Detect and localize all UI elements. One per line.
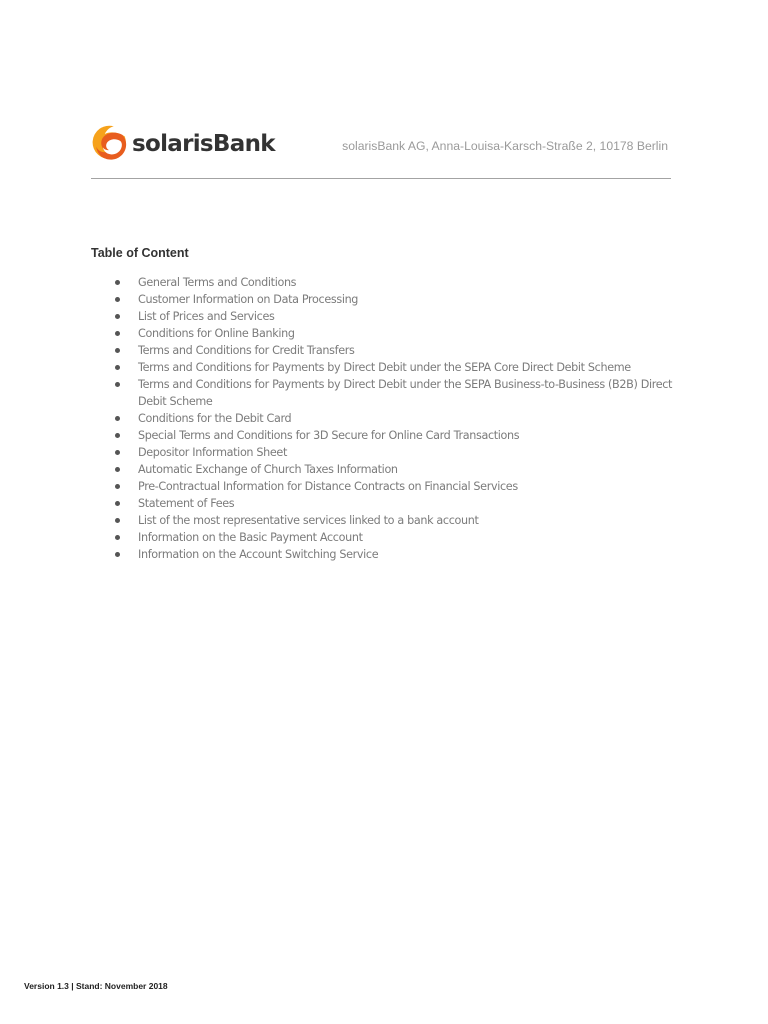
bullet-icon xyxy=(115,314,120,319)
toc-item xyxy=(91,529,701,546)
toc-item-label: Statement of Fees xyxy=(138,497,235,510)
solarisbank-logo-icon xyxy=(91,123,129,163)
toc-item-label: Special Terms and Conditions for 3D Secure for Online Card Transactions xyxy=(138,429,520,442)
toc-item-label: Information on the Account Switching Service xyxy=(138,548,379,561)
toc-item xyxy=(91,427,701,444)
toc-item-label: List of the most representative services linked to a bank account xyxy=(138,514,479,527)
toc-item-label: Terms and Conditions for Payments by Direct Debit under the SEPA Business-to-Business (B2B) Direct Debit Scheme xyxy=(138,378,673,408)
toc-item xyxy=(91,512,701,529)
toc-item-label: Automatic Exchange of Church Taxes Information xyxy=(138,463,398,476)
bullet-icon xyxy=(115,484,120,489)
bullet-icon xyxy=(115,331,120,336)
toc-item-label: Pre-Contractual Information for Distance Contracts on Financial Services xyxy=(138,480,518,493)
bullet-icon xyxy=(115,416,120,421)
bullet-icon xyxy=(115,552,120,557)
bullet-icon xyxy=(115,382,120,387)
toc-item xyxy=(91,478,701,495)
bullet-icon xyxy=(115,365,120,370)
solarisbank-logo xyxy=(91,122,275,164)
bank-address: solarisBank AG, Anna-Louisa-Karsch-Straße 2, 10178 Berlin xyxy=(342,139,668,153)
toc-item xyxy=(91,359,701,376)
toc-item xyxy=(91,410,701,427)
toc-item-label: Conditions for the Debit Card xyxy=(138,412,292,425)
toc-item-label: General Terms and Conditions xyxy=(138,276,297,289)
toc-item-label: Information on the Basic Payment Account xyxy=(138,531,363,544)
toc-item xyxy=(91,461,701,478)
toc-item-label: Terms and Conditions for Payments by Direct Debit under the SEPA Core Direct Debit Scheme xyxy=(138,361,631,374)
toc-item-label: Depositor Information Sheet xyxy=(138,446,287,459)
bullet-icon xyxy=(115,297,120,302)
toc-item-label: Customer Information on Data Processing xyxy=(138,293,359,306)
version-footer: Version 1.3 | Stand: November 2018 xyxy=(24,981,168,991)
toc-item xyxy=(91,495,701,512)
page-header xyxy=(91,119,671,179)
bullet-icon xyxy=(115,433,120,438)
toc-item xyxy=(91,444,701,461)
toc-item-label: Terms and Conditions for Credit Transfers xyxy=(138,344,355,357)
bullet-icon xyxy=(115,280,120,285)
toc-item xyxy=(91,291,701,308)
bullet-icon xyxy=(115,535,120,540)
toc-item xyxy=(91,308,701,325)
toc-item xyxy=(91,546,701,563)
toc-heading: Table of Content xyxy=(91,246,189,260)
toc-item xyxy=(91,376,701,410)
bullet-icon xyxy=(115,348,120,353)
logo-wordmark: solarisBank xyxy=(132,130,275,157)
toc-item xyxy=(91,325,701,342)
header-divider xyxy=(91,178,671,179)
toc-item xyxy=(91,274,701,291)
bullet-icon xyxy=(115,518,120,523)
bullet-icon xyxy=(115,450,120,455)
toc-item-label: List of Prices and Services xyxy=(138,310,275,323)
toc-item-label: Conditions for Online Banking xyxy=(138,327,295,340)
toc-item xyxy=(91,342,701,359)
toc-list xyxy=(91,274,701,563)
bullet-icon xyxy=(115,501,120,506)
bullet-icon xyxy=(115,467,120,472)
